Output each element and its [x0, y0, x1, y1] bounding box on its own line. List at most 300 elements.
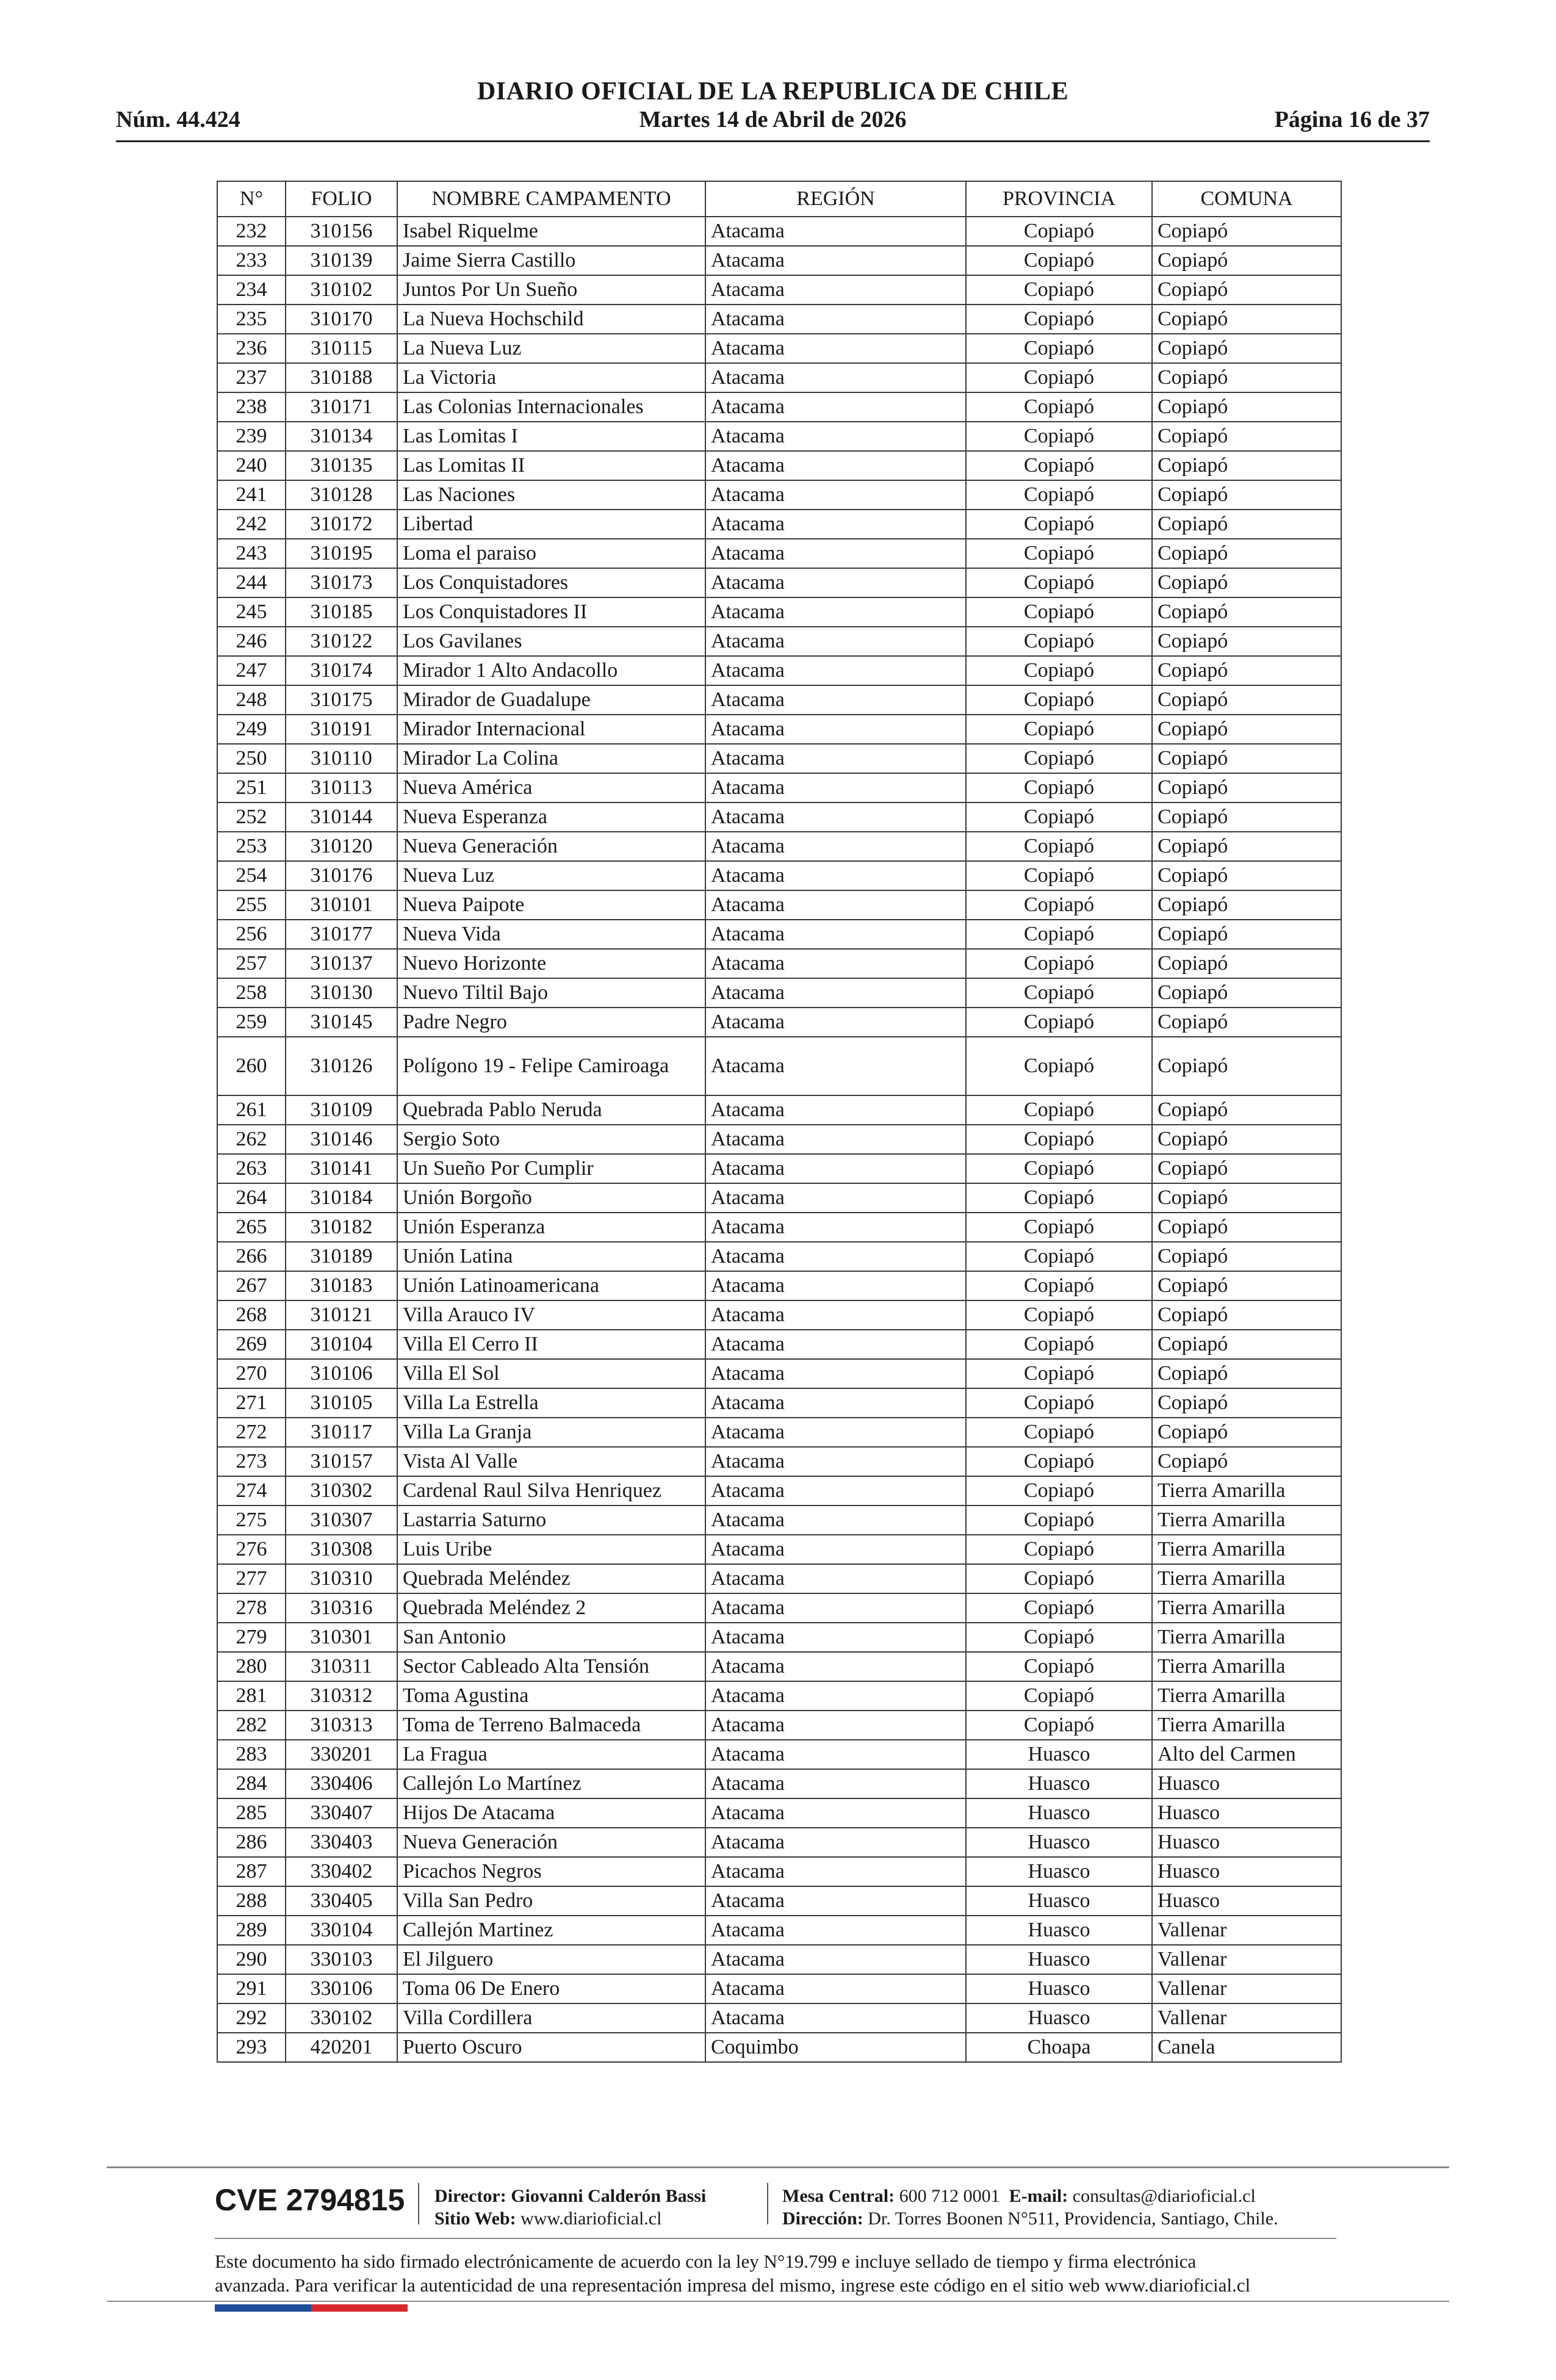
cell-region: Atacama: [705, 1418, 966, 1447]
cell-folio: 330406: [286, 1769, 397, 1798]
cell-region: Atacama: [705, 802, 966, 832]
table-row: [217, 1681, 1341, 1711]
cell-comuna: Huasco: [1152, 1798, 1341, 1828]
cell-folio: 330201: [286, 1740, 397, 1769]
cell-folio: 310141: [286, 1154, 397, 1183]
cell-nombre: Toma de Terreno Balmaceda: [397, 1711, 705, 1740]
cell-comuna: Huasco: [1152, 1828, 1341, 1857]
cell-region: Atacama: [705, 890, 966, 920]
cell-folio: 330104: [286, 1916, 397, 1945]
cell-folio: 310156: [286, 217, 397, 246]
bottom-divider: [107, 2301, 1449, 2302]
cell-region: Atacama: [705, 539, 966, 568]
cell-provincia: Copiapó: [966, 1681, 1152, 1711]
cell-nombre: Nueva Generación: [397, 1828, 705, 1857]
cell-number: 272: [217, 1418, 286, 1447]
table-row: [217, 1008, 1341, 1037]
cell-comuna: Huasco: [1152, 1857, 1341, 1886]
legal-notice: [215, 2249, 1350, 2297]
cell-region: Atacama: [705, 1711, 966, 1740]
cell-folio: 310104: [286, 1330, 397, 1359]
cell-nombre: Isabel Riquelme: [397, 217, 705, 246]
cell-region: Atacama: [705, 1476, 966, 1506]
cell-region: Atacama: [705, 1037, 966, 1095]
table-row: [217, 1095, 1341, 1125]
cell-provincia: Copiapó: [966, 1652, 1152, 1681]
cell-folio: 310176: [286, 861, 397, 890]
cell-provincia: Copiapó: [966, 978, 1152, 1008]
cell-provincia: Huasco: [966, 1857, 1152, 1886]
cell-comuna: Copiapó: [1152, 568, 1341, 597]
cell-comuna: Copiapó: [1152, 920, 1341, 949]
cell-region: Atacama: [705, 1242, 966, 1271]
campamentos-table-container: [217, 181, 1341, 2063]
cell-number: 289: [217, 1916, 286, 1945]
cell-comuna: Copiapó: [1152, 1359, 1341, 1388]
cell-region: Atacama: [705, 480, 966, 510]
cell-nombre: Unión Borgoño: [397, 1183, 705, 1213]
table-row: [217, 1388, 1341, 1418]
cell-nombre: Villa Cordillera: [397, 2003, 705, 2033]
cell-number: 276: [217, 1535, 286, 1564]
cell-comuna: Copiapó: [1152, 1008, 1341, 1037]
cell-provincia: Copiapó: [966, 920, 1152, 949]
cell-comuna: Copiapó: [1152, 451, 1341, 480]
cell-region: Atacama: [705, 1506, 966, 1535]
table-row: [217, 1857, 1341, 1886]
cell-comuna: Copiapó: [1152, 597, 1341, 627]
cell-folio: 310128: [286, 480, 397, 510]
cell-number: 262: [217, 1125, 286, 1154]
cell-number: 232: [217, 217, 286, 246]
cell-folio: 310313: [286, 1711, 397, 1740]
cell-folio: 310135: [286, 451, 397, 480]
cell-number: 252: [217, 802, 286, 832]
cell-provincia: Copiapó: [966, 949, 1152, 978]
cell-comuna: Copiapó: [1152, 1183, 1341, 1213]
website-link[interactable]: www.diarioficial.cl: [520, 2209, 662, 2229]
issue-date: Martes 14 de Abril de 2026: [639, 107, 907, 132]
cell-number: 245: [217, 597, 286, 627]
cell-comuna: Tierra Amarilla: [1152, 1711, 1341, 1740]
cell-number: 279: [217, 1623, 286, 1652]
cell-provincia: Huasco: [966, 2003, 1152, 2033]
email-link[interactable]: consultas@diarioficial.cl: [1072, 2186, 1256, 2206]
campamentos-table: [217, 181, 1342, 2063]
column-header-nombre: NOMBRE CAMPAMENTO: [397, 181, 705, 217]
cell-comuna: Copiapó: [1152, 305, 1341, 334]
cell-folio: 310310: [286, 1564, 397, 1593]
cell-comuna: Copiapó: [1152, 1418, 1341, 1447]
cell-folio: 310301: [286, 1623, 397, 1652]
cell-number: 236: [217, 334, 286, 363]
cell-comuna: Copiapó: [1152, 1125, 1341, 1154]
cell-folio: 310106: [286, 1359, 397, 1388]
cell-provincia: Copiapó: [966, 422, 1152, 451]
cell-provincia: Copiapó: [966, 1154, 1152, 1183]
cell-nombre: Villa El Cerro II: [397, 1330, 705, 1359]
cell-number: 243: [217, 539, 286, 568]
cell-number: 290: [217, 1945, 286, 1974]
cell-provincia: Copiapó: [966, 1125, 1152, 1154]
cell-provincia: Copiapó: [966, 773, 1152, 802]
cell-nombre: Toma 06 De Enero: [397, 1974, 705, 2003]
cell-nombre: Villa La Granja: [397, 1418, 705, 1447]
cell-comuna: Copiapó: [1152, 1037, 1341, 1095]
cell-folio: 310102: [286, 275, 397, 305]
column-header-comuna: COMUNA: [1152, 181, 1341, 217]
cell-number: 244: [217, 568, 286, 597]
cell-provincia: Copiapó: [966, 685, 1152, 715]
cell-region: Atacama: [705, 1857, 966, 1886]
cell-folio: 330407: [286, 1798, 397, 1828]
cell-number: 261: [217, 1095, 286, 1125]
cell-nombre: Las Naciones: [397, 480, 705, 510]
cell-folio: 310117: [286, 1418, 397, 1447]
cell-folio: 310312: [286, 1681, 397, 1711]
cell-folio: 310144: [286, 802, 397, 832]
cell-region: Atacama: [705, 1154, 966, 1183]
table-row: [217, 1916, 1341, 1945]
table-row: [217, 275, 1341, 305]
cell-number: 268: [217, 1300, 286, 1330]
cell-number: 275: [217, 1506, 286, 1535]
cell-folio: 310302: [286, 1476, 397, 1506]
cell-comuna: Copiapó: [1152, 832, 1341, 861]
cell-region: Atacama: [705, 1300, 966, 1330]
address-text: Dr. Torres Boonen N°511, Providencia, Santiago, Chile.: [868, 2209, 1278, 2229]
cell-region: Atacama: [705, 832, 966, 861]
cell-nombre: Luis Uribe: [397, 1535, 705, 1564]
cell-folio: 330102: [286, 2003, 397, 2033]
table-row: [217, 1125, 1341, 1154]
cell-folio: 310184: [286, 1183, 397, 1213]
cell-provincia: Copiapó: [966, 539, 1152, 568]
cell-number: 282: [217, 1711, 286, 1740]
cell-nombre: Callejón Lo Martínez: [397, 1769, 705, 1798]
table-row: [217, 861, 1341, 890]
cell-provincia: Copiapó: [966, 217, 1152, 246]
table-row: [217, 1769, 1341, 1798]
column-header-number: N°: [217, 181, 286, 217]
cell-comuna: Copiapó: [1152, 275, 1341, 305]
cell-number: 278: [217, 1593, 286, 1623]
cell-region: Atacama: [705, 773, 966, 802]
cell-region: Atacama: [705, 510, 966, 539]
table-row: [217, 802, 1341, 832]
table-body: [217, 217, 1341, 2062]
cell-provincia: Copiapó: [966, 597, 1152, 627]
cell-folio: 310195: [286, 539, 397, 568]
cell-nombre: Hijos De Atacama: [397, 1798, 705, 1828]
cell-provincia: Copiapó: [966, 1535, 1152, 1564]
cell-region: Atacama: [705, 1652, 966, 1681]
cell-folio: 330106: [286, 1974, 397, 2003]
table-header-row: [217, 181, 1341, 217]
cell-comuna: Vallenar: [1152, 1945, 1341, 1974]
cell-nombre: Vista Al Valle: [397, 1447, 705, 1476]
footer-separator: [418, 2183, 419, 2224]
cell-comuna: Canela: [1152, 2033, 1341, 2062]
cell-nombre: Villa La Estrella: [397, 1388, 705, 1418]
cell-number: 256: [217, 920, 286, 949]
table-row: [217, 627, 1341, 656]
footer-divider: [215, 2238, 1336, 2239]
page-header: [116, 73, 1430, 142]
cell-folio: 310172: [286, 510, 397, 539]
cell-number: 291: [217, 1974, 286, 2003]
cell-nombre: Nueva Paipote: [397, 890, 705, 920]
cell-region: Atacama: [705, 861, 966, 890]
cell-nombre: Quebrada Meléndez 2: [397, 1593, 705, 1623]
flag-stripe-red: [311, 2304, 408, 2312]
footer-contact-block: [782, 2185, 1278, 2230]
cell-folio: 310126: [286, 1037, 397, 1095]
cell-nombre: Nueva Esperanza: [397, 802, 705, 832]
cell-number: 293: [217, 2033, 286, 2062]
table-row: [217, 1506, 1341, 1535]
table-row: [217, 510, 1341, 539]
cell-provincia: Copiapó: [966, 1388, 1152, 1418]
cell-number: 241: [217, 480, 286, 510]
cell-region: Atacama: [705, 597, 966, 627]
cell-folio: 310120: [286, 832, 397, 861]
cell-comuna: Copiapó: [1152, 627, 1341, 656]
table-row: [217, 363, 1341, 392]
cell-number: 250: [217, 744, 286, 773]
cell-region: Atacama: [705, 1974, 966, 2003]
cell-nombre: Unión Latinoamericana: [397, 1271, 705, 1300]
cell-nombre: San Antonio: [397, 1623, 705, 1652]
cell-number: 240: [217, 451, 286, 480]
cell-comuna: Copiapó: [1152, 1330, 1341, 1359]
cell-folio: 310170: [286, 305, 397, 334]
cell-number: 253: [217, 832, 286, 861]
cell-folio: 310134: [286, 422, 397, 451]
footer-divider: [107, 2166, 1449, 2168]
cell-folio: 310316: [286, 1593, 397, 1623]
cell-region: Atacama: [705, 1769, 966, 1798]
cell-provincia: Copiapó: [966, 1447, 1152, 1476]
cell-provincia: Copiapó: [966, 451, 1152, 480]
cell-comuna: Copiapó: [1152, 715, 1341, 744]
cell-number: 277: [217, 1564, 286, 1593]
header-divider: [116, 140, 1430, 142]
cell-region: Atacama: [705, 1681, 966, 1711]
cell-comuna: Copiapó: [1152, 802, 1341, 832]
cell-nombre: La Fragua: [397, 1740, 705, 1769]
cell-comuna: Vallenar: [1152, 1974, 1341, 2003]
cell-provincia: Copiapó: [966, 568, 1152, 597]
cell-nombre: Mirador Internacional: [397, 715, 705, 744]
cell-number: 274: [217, 1476, 286, 1506]
cell-provincia: Copiapó: [966, 334, 1152, 363]
cell-provincia: Huasco: [966, 1798, 1152, 1828]
cell-region: Atacama: [705, 275, 966, 305]
cell-nombre: Lastarria Saturno: [397, 1506, 705, 1535]
cell-region: Atacama: [705, 627, 966, 656]
cell-comuna: Copiapó: [1152, 363, 1341, 392]
cell-provincia: Copiapó: [966, 861, 1152, 890]
legal-line: Este documento ha sido firmado electrónicamente de acuerdo con la ley N°19.799 e incluye sellado de tiempo y firma electrónica: [215, 2251, 1197, 2272]
cell-comuna: Copiapó: [1152, 1213, 1341, 1242]
cell-comuna: Tierra Amarilla: [1152, 1593, 1341, 1623]
cell-region: Atacama: [705, 1945, 966, 1974]
cell-comuna: Copiapó: [1152, 422, 1341, 451]
cell-nombre: Nueva Luz: [397, 861, 705, 890]
cell-provincia: Copiapó: [966, 1213, 1152, 1242]
cell-comuna: Tierra Amarilla: [1152, 1623, 1341, 1652]
cell-region: Atacama: [705, 2003, 966, 2033]
cell-number: 265: [217, 1213, 286, 1242]
cell-nombre: Mirador La Colina: [397, 744, 705, 773]
cell-provincia: Huasco: [966, 1740, 1152, 1769]
table-row: [217, 1945, 1341, 1974]
cell-nombre: Villa El Sol: [397, 1359, 705, 1388]
cell-nombre: Villa Arauco IV: [397, 1300, 705, 1330]
phone-label: Mesa Central:: [782, 2186, 895, 2206]
cell-comuna: Copiapó: [1152, 1300, 1341, 1330]
cell-nombre: Juntos Por Un Sueño: [397, 275, 705, 305]
cell-provincia: Copiapó: [966, 802, 1152, 832]
cell-region: Atacama: [705, 1330, 966, 1359]
cell-folio: 330403: [286, 1828, 397, 1857]
cell-provincia: Copiapó: [966, 832, 1152, 861]
cell-nombre: El Jilguero: [397, 1945, 705, 1974]
cell-folio: 310191: [286, 715, 397, 744]
cell-comuna: Tierra Amarilla: [1152, 1652, 1341, 1681]
cell-nombre: Unión Esperanza: [397, 1213, 705, 1242]
cell-nombre: Nuevo Horizonte: [397, 949, 705, 978]
cell-number: 234: [217, 275, 286, 305]
table-row: [217, 685, 1341, 715]
cell-nombre: Las Colonias Internacionales: [397, 392, 705, 422]
table-row: [217, 597, 1341, 627]
cell-comuna: Tierra Amarilla: [1152, 1564, 1341, 1593]
cell-number: 266: [217, 1242, 286, 1271]
cell-provincia: Copiapó: [966, 627, 1152, 656]
cell-region: Atacama: [705, 568, 966, 597]
cell-region: Atacama: [705, 744, 966, 773]
cell-nombre: Quebrada Meléndez: [397, 1564, 705, 1593]
cell-region: Atacama: [705, 1886, 966, 1916]
cell-provincia: Copiapó: [966, 890, 1152, 920]
cell-region: Atacama: [705, 1740, 966, 1769]
newspaper-title: DIARIO OFICIAL DE LA REPUBLICA DE CHILE: [477, 78, 1069, 106]
cve-code: CVE 2794815: [215, 2183, 405, 2217]
cell-region: Atacama: [705, 363, 966, 392]
cell-number: 287: [217, 1857, 286, 1886]
cell-nombre: Unión Latina: [397, 1242, 705, 1271]
cell-region: Atacama: [705, 217, 966, 246]
cell-provincia: Copiapó: [966, 1711, 1152, 1740]
cell-number: 246: [217, 627, 286, 656]
cell-folio: 310130: [286, 978, 397, 1008]
cell-folio: 310109: [286, 1095, 397, 1125]
cell-provincia: Copiapó: [966, 715, 1152, 744]
cell-nombre: Puerto Oscuro: [397, 2033, 705, 2062]
cell-nombre: Las Lomitas II: [397, 451, 705, 480]
website-label: Sitio Web:: [434, 2209, 516, 2229]
cell-folio: 310145: [286, 1008, 397, 1037]
cell-region: Atacama: [705, 1008, 966, 1037]
director-label: Director:: [434, 2186, 506, 2206]
cell-folio: 330103: [286, 1945, 397, 1974]
cell-provincia: Huasco: [966, 1974, 1152, 2003]
cell-folio: 310311: [286, 1652, 397, 1681]
cell-nombre: Las Lomitas I: [397, 422, 705, 451]
cell-folio: 310183: [286, 1271, 397, 1300]
cell-folio: 310174: [286, 656, 397, 685]
cell-comuna: Copiapó: [1152, 949, 1341, 978]
cell-provincia: Copiapó: [966, 1271, 1152, 1300]
cell-number: 258: [217, 978, 286, 1008]
cell-comuna: Copiapó: [1152, 392, 1341, 422]
cell-number: 255: [217, 890, 286, 920]
cell-provincia: Copiapó: [966, 305, 1152, 334]
cell-folio: 420201: [286, 2033, 397, 2062]
cell-number: 280: [217, 1652, 286, 1681]
cell-nombre: Cardenal Raul Silva Henriquez: [397, 1476, 705, 1506]
cell-nombre: Nuevo Tiltil Bajo: [397, 978, 705, 1008]
table-row: [217, 1974, 1341, 2003]
cell-number: 267: [217, 1271, 286, 1300]
cell-nombre: Los Gavilanes: [397, 627, 705, 656]
cell-folio: 310122: [286, 627, 397, 656]
cell-number: 264: [217, 1183, 286, 1213]
cell-number: 251: [217, 773, 286, 802]
table-row: [217, 949, 1341, 978]
cell-comuna: Copiapó: [1152, 1447, 1341, 1476]
cell-number: 292: [217, 2003, 286, 2033]
cell-region: Coquimbo: [705, 2033, 966, 2062]
cell-region: Atacama: [705, 451, 966, 480]
cell-provincia: Huasco: [966, 1945, 1152, 1974]
cell-region: Atacama: [705, 1213, 966, 1242]
table-row: [217, 1564, 1341, 1593]
cell-nombre: La Nueva Luz: [397, 334, 705, 363]
cell-nombre: Nueva Vida: [397, 920, 705, 949]
cell-provincia: Copiapó: [966, 744, 1152, 773]
cell-comuna: Copiapó: [1152, 685, 1341, 715]
table-row: [217, 715, 1341, 744]
cell-region: Atacama: [705, 1593, 966, 1623]
cell-comuna: Alto del Carmen: [1152, 1740, 1341, 1769]
table-row: [217, 1828, 1341, 1857]
legal-line: avanzada. Para verificar la autenticidad de una representación impresa del mismo, ingrese este código en el sitio web www.diarioficial.cl: [215, 2274, 1251, 2296]
footer-separator: [767, 2183, 768, 2224]
table-row: [217, 217, 1341, 246]
cell-number: 260: [217, 1037, 286, 1095]
table-row: [217, 1652, 1341, 1681]
cell-region: Atacama: [705, 334, 966, 363]
cell-region: Atacama: [705, 1095, 966, 1125]
cell-number: 273: [217, 1447, 286, 1476]
cell-folio: 310139: [286, 246, 397, 275]
cell-number: 263: [217, 1154, 286, 1183]
cell-comuna: Copiapó: [1152, 1388, 1341, 1418]
table-row: [217, 1447, 1341, 1476]
cell-number: 285: [217, 1798, 286, 1828]
cell-number: 238: [217, 392, 286, 422]
cell-region: Atacama: [705, 1623, 966, 1652]
cell-provincia: Copiapó: [966, 1300, 1152, 1330]
cell-number: 248: [217, 685, 286, 715]
page-number: Página 16 de 37: [1274, 107, 1430, 132]
cell-folio: 310121: [286, 1300, 397, 1330]
cell-number: 259: [217, 1008, 286, 1037]
cell-region: Atacama: [705, 246, 966, 275]
